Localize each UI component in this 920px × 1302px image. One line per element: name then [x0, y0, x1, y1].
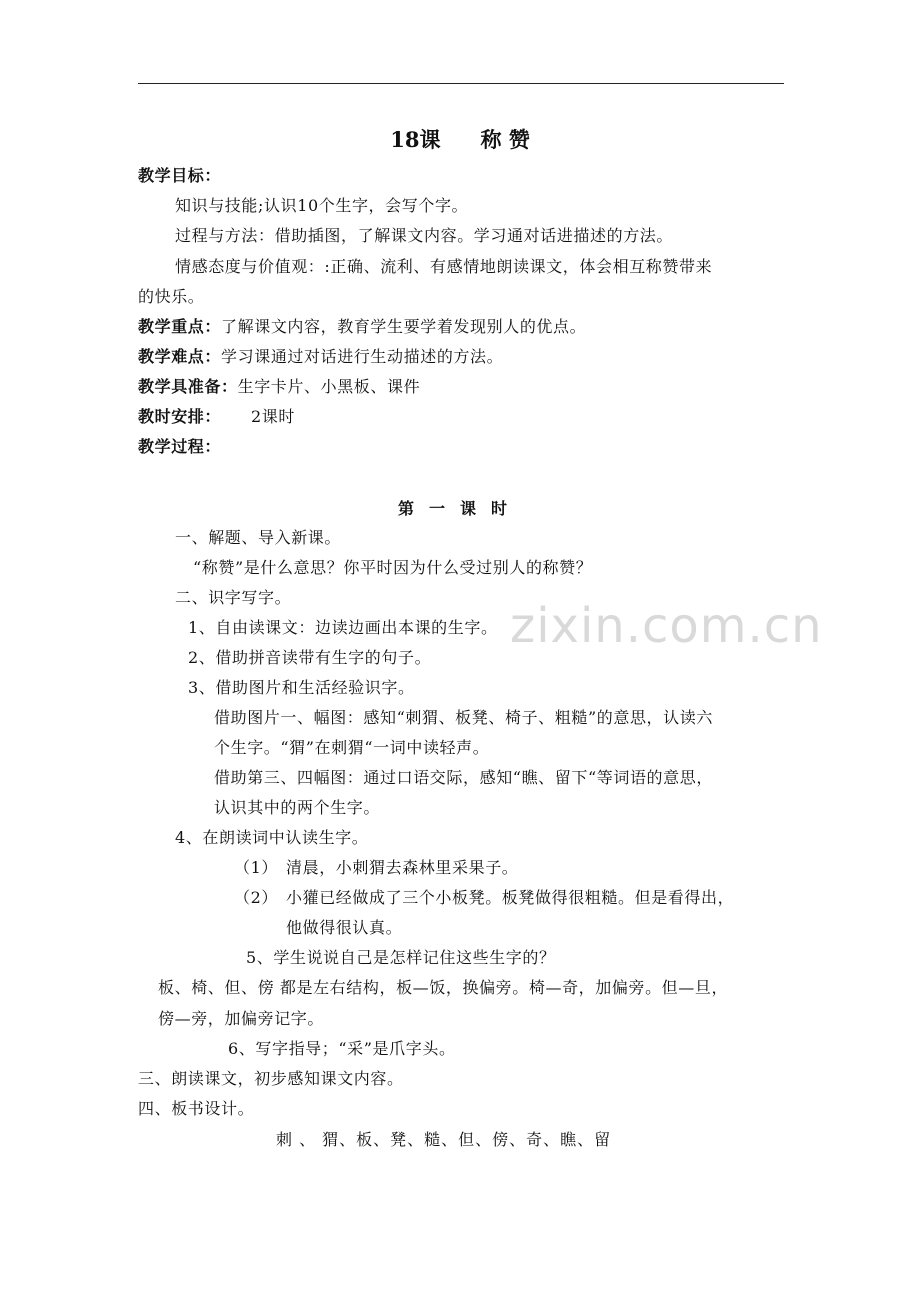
schedule-text: 2课时 — [251, 407, 295, 426]
step-2-3: 3、借助图片和生活经验识字。 — [188, 678, 415, 697]
example-2-number: （2） — [234, 888, 278, 907]
objective-process: 过程与方法：借助插图，了解课文内容。学习通对话进描述的方法。 — [175, 226, 674, 245]
key-point — [138, 316, 586, 338]
objective-knowledge: 知识与技能;认识10个生字，会写个字。 — [175, 196, 469, 215]
materials-label: 教学具准备： — [138, 377, 238, 396]
step-2-4: 4、在朗读词中认读生字。 — [175, 828, 369, 847]
objectives-heading: 教学目标： — [138, 166, 222, 185]
lesson-name: 称 赞 — [480, 127, 530, 152]
step-4: 四、板书设计。 — [138, 1099, 255, 1118]
objective-emotion-line2: 的快乐。 — [138, 287, 205, 306]
key-point-text: 了解课文内容，教育学生要学着发现别人的优点。 — [221, 317, 587, 336]
example-1: 清晨，小刺猬去森林里采果子。 — [286, 858, 519, 877]
section-title: 第一课时 — [397, 499, 522, 518]
step-2-5-detail-line1: 板、椅、但、傍 都是左右结构，板—饭，换偏旁。椅—奇，加偏旁。但—旦， — [158, 978, 729, 997]
step-1: 一、解题、导入新课。 — [175, 528, 342, 547]
difficulty — [138, 346, 503, 368]
lesson-number: 18课 — [390, 127, 441, 152]
step-2-3a-line1: 借助图片一、幅图：感知“刺猬、板凳、椅子、粗糙”的意思，认读六 — [214, 708, 713, 727]
schedule — [138, 406, 295, 428]
step-2-5-detail-line2: 傍—旁，加偏旁记字。 — [158, 1009, 325, 1028]
step-2-3b-line2: 认识其中的两个生字。 — [214, 798, 381, 817]
objective-emotion-line1: 情感态度与价值观：:正确、流利、有感情地朗读课文，体会相互称赞带来 — [175, 257, 713, 276]
example-2-line2: 他做得很认真。 — [286, 918, 403, 937]
step-3: 三、朗读课文，初步感知课文内容。 — [138, 1069, 404, 1088]
watermark: zixin.com.cn — [510, 598, 823, 654]
step-2-2: 2、借助拼音读带有生字的句子。 — [188, 648, 432, 667]
step-2-3a-line2: 个生字。“猬”在刺猬“一词中读轻声。 — [214, 738, 490, 757]
lesson-title — [0, 124, 920, 154]
step-2-6: 6、写字指导；“采”是爪字头。 — [228, 1039, 456, 1058]
example-2-line1: 小獾已经做成了三个小板凳。板凳做得很粗糙。但是看得出， — [286, 888, 735, 907]
difficulty-label: 教学难点： — [138, 347, 222, 366]
process-heading: 教学过程： — [138, 437, 222, 456]
step-1-question: “称赞”是什么意思？你平时因为什么受过别人的称赞？ — [193, 558, 593, 577]
header-rule — [138, 83, 784, 84]
example-1-number: （1） — [234, 858, 278, 877]
board-characters: 刺 、 猬、板、凳、糙、但、傍、奇、瞧、留 — [276, 1130, 612, 1149]
key-point-label: 教学重点： — [138, 317, 222, 336]
schedule-label: 教时安排： — [138, 407, 222, 426]
difficulty-text: 学习课通过对话进行生动描述的方法。 — [221, 347, 504, 366]
step-2-1: 1、自由读课文：边读边画出本课的生字。 — [188, 618, 498, 637]
materials-text: 生字卡片、小黑板、课件 — [237, 377, 421, 396]
step-2-5: 5、学生说说自己是怎样记住这些生字的？ — [246, 948, 556, 967]
materials — [138, 376, 420, 398]
step-2-3b-line1: 借助第三、四幅图：通过口语交际，感知“瞧、留下“等词语的意思， — [214, 768, 713, 787]
step-2: 二、识字写字。 — [175, 588, 292, 607]
